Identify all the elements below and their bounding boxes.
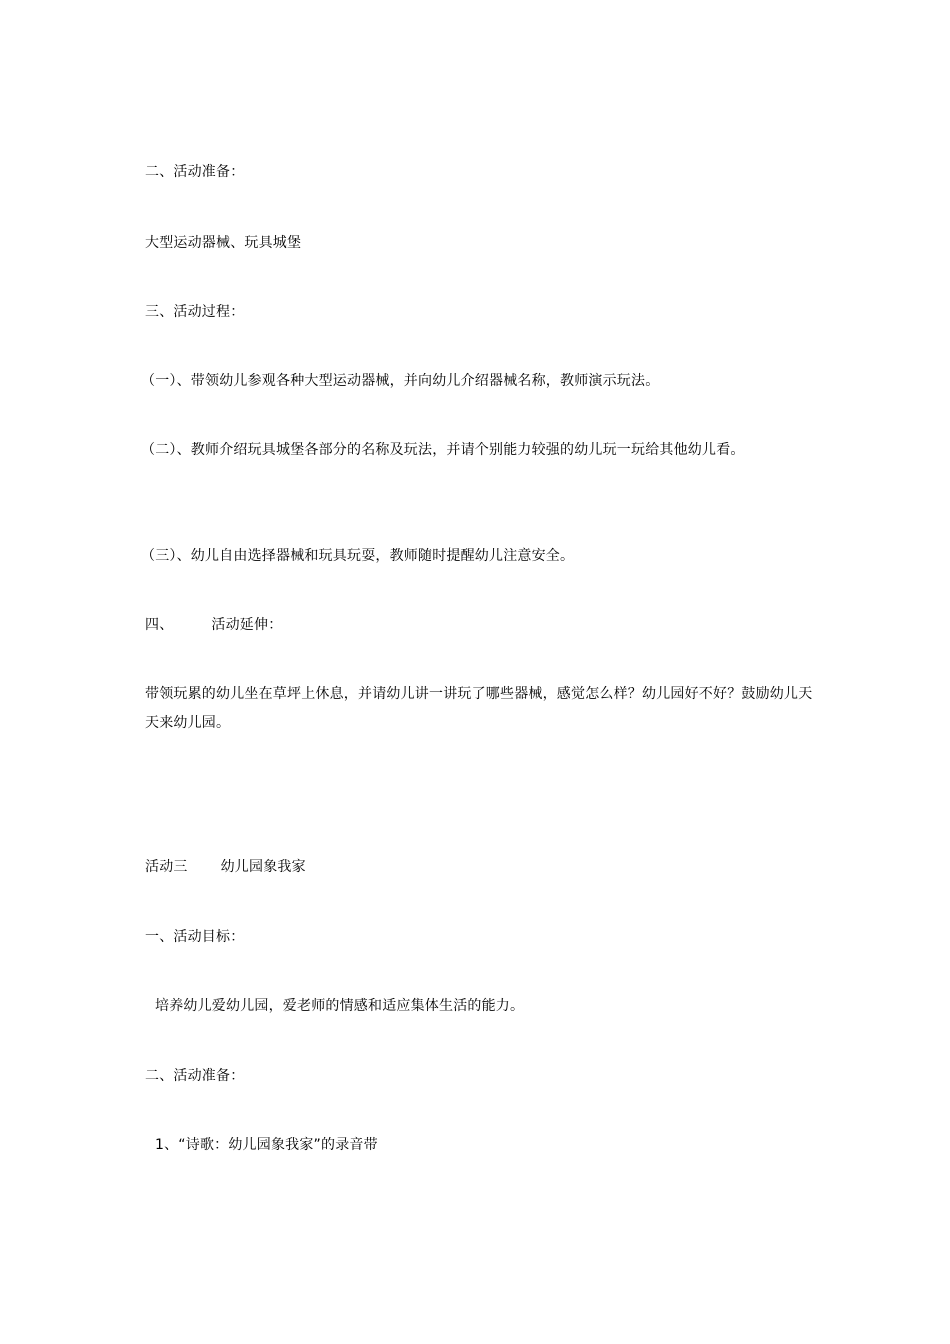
process-step-3: （三）、幼儿自由选择器械和玩具玩耍，教师随时提醒幼儿注意安全。 (141, 548, 575, 564)
activity3-number: 活动三 (145, 859, 188, 875)
extension-heading-number: 四、 (145, 617, 174, 633)
goal-heading: 一、活动目标： (145, 929, 245, 945)
prep-items: 大型运动器械、玩具城堡 (145, 235, 302, 251)
process-heading: 三、活动过程： (145, 304, 245, 320)
extension-heading (145, 615, 282, 635)
activity3-title (145, 857, 306, 877)
goal-text: 培养幼儿爱幼儿园，爱老师的情感和适应集体生活的能力。 (155, 998, 525, 1014)
process-step-1: （一）、带领幼儿参观各种大型运动器械，并向幼儿介绍器械名称，教师演示玩法。 (141, 373, 660, 389)
process-step-2: （二）、教师介绍玩具城堡各部分的名称及玩法，并请个别能力较强的幼儿玩一玩给其他幼儿看。 (141, 442, 745, 458)
extension-heading-label: 活动延伸： (211, 617, 283, 633)
prep2-heading: 二、活动准备： (145, 1068, 245, 1084)
prep-heading: 二、活动准备： (145, 164, 245, 180)
prep2-item-1: 1、“诗歌：幼儿园象我家”的录音带 (155, 1137, 378, 1153)
extension-text: 带领玩累的幼儿坐在草坪上休息，并请幼儿讲一讲玩了哪些器械，感觉怎么样？幼儿园好不好？鼓励幼儿天天来幼儿园。 (145, 686, 813, 731)
activity3-name: 幼儿园象我家 (220, 859, 306, 875)
